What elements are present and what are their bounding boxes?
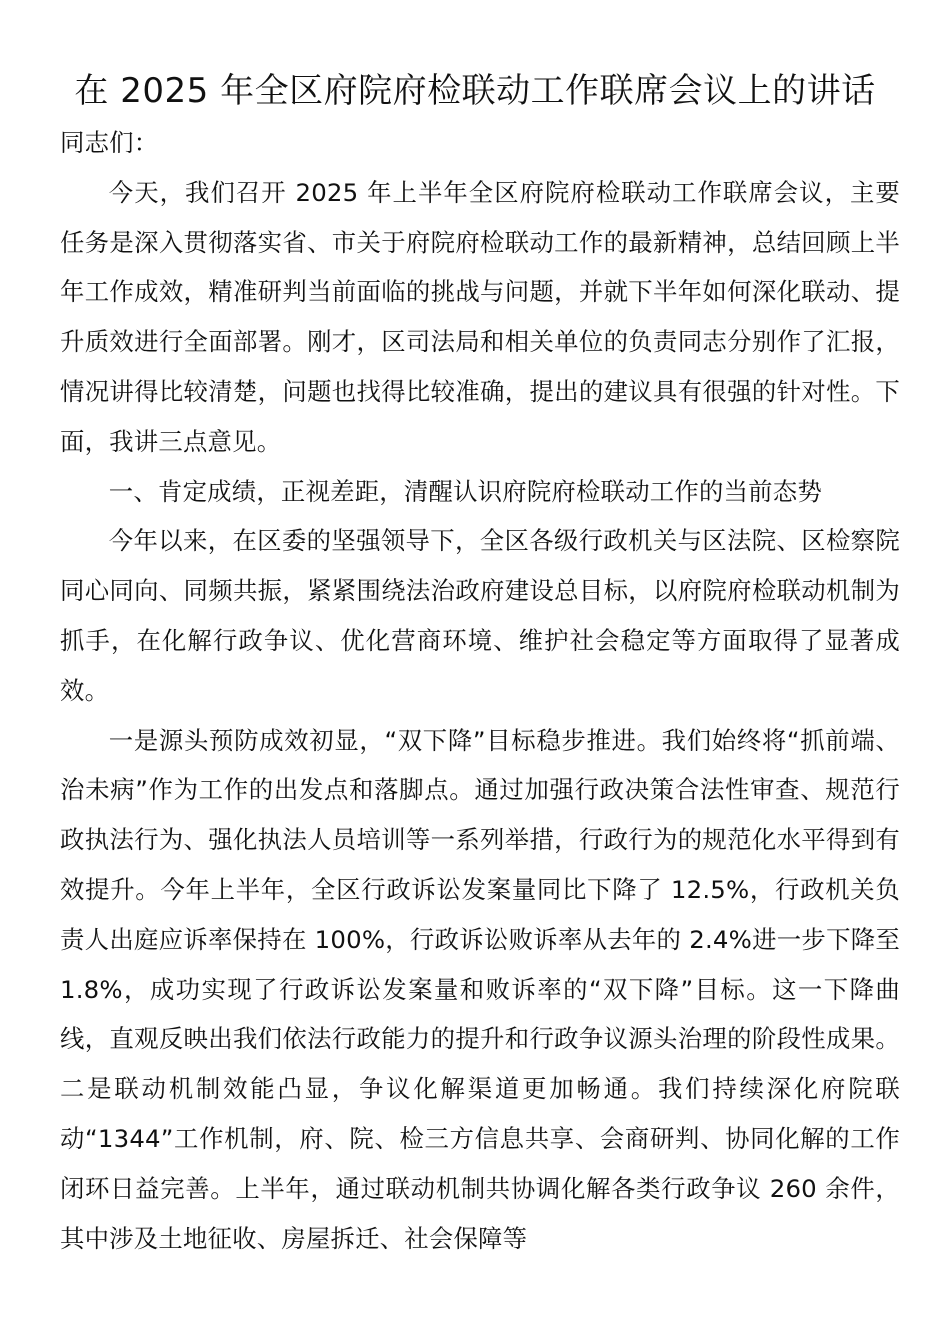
document-title: 在 2025 年全区府院府检联动工作联席会议上的讲话: [74, 71, 876, 111]
document-body: [60, 118, 900, 1263]
salutation: 同志们：: [60, 128, 159, 157]
section-heading-1: 一、肯定成绩，正视差距，清醒认识府院府检联动工作的当前态势: [108, 476, 822, 506]
paragraph-achievements: 一是源头预防成效初显，“双下降”目标稳步推进。我们始终将“抓前端、治未病”作为工作的出发点和落脚点。通过加强行政决策合法性审查、规范行政执法行为、强化执法人员培训等一系列举措，行政行为的规范化水平得到有效提升。今年上半年，全区行政诉讼发案量同比下降了 12.5%，行政机关负责人出庭应诉率保持在 100%，行政诉讼败诉率从去年的 2.4%进一步下降至 1.8%，成功实现了行政诉讼发案量和败诉率的“双下降”目标。这一下降曲线，直观反映出我们依法行政能力的提升和行政争议源头治理的阶段性成果。二是联动机制效能凸显，争议化解渠道更加畅通。我们持续深化府院联动“1344”工作机制，府、院、检三方信息共享、会商研判、协同化解的工作闭环日益完善。上半年，通过联动机制共协调化解各类行政争议 260 余件，其中涉及土地征收、房屋拆迁、社会保障等: [60, 725, 900, 1253]
paragraph-intro: 今天，我们召开 2025 年上半年全区府院府检联动工作联席会议，主要任务是深入贯彻落实省、市关于府院府检联动工作的最新精神，总结回顾上半年工作成效，精准研判当前面临的挑战与问题，并就下半年如何深化联动、提升质效进行全面部署。刚才，区司法局和相关单位的负责同志分别作了汇报，情况讲得比较清楚，问题也找得比较准确，提出的建议具有很强的针对性。下面，我讲三点意见。: [60, 177, 900, 456]
paragraph-overview: 今年以来，在区委的坚强领导下，全区各级行政机关与区法院、区检察院同心同向、同频共振，紧紧围绕法治政府建设总目标，以府院府检联动机制为抓手，在化解行政争议、优化营商环境、维护社会稳定等方面取得了显著成效。: [60, 526, 900, 705]
